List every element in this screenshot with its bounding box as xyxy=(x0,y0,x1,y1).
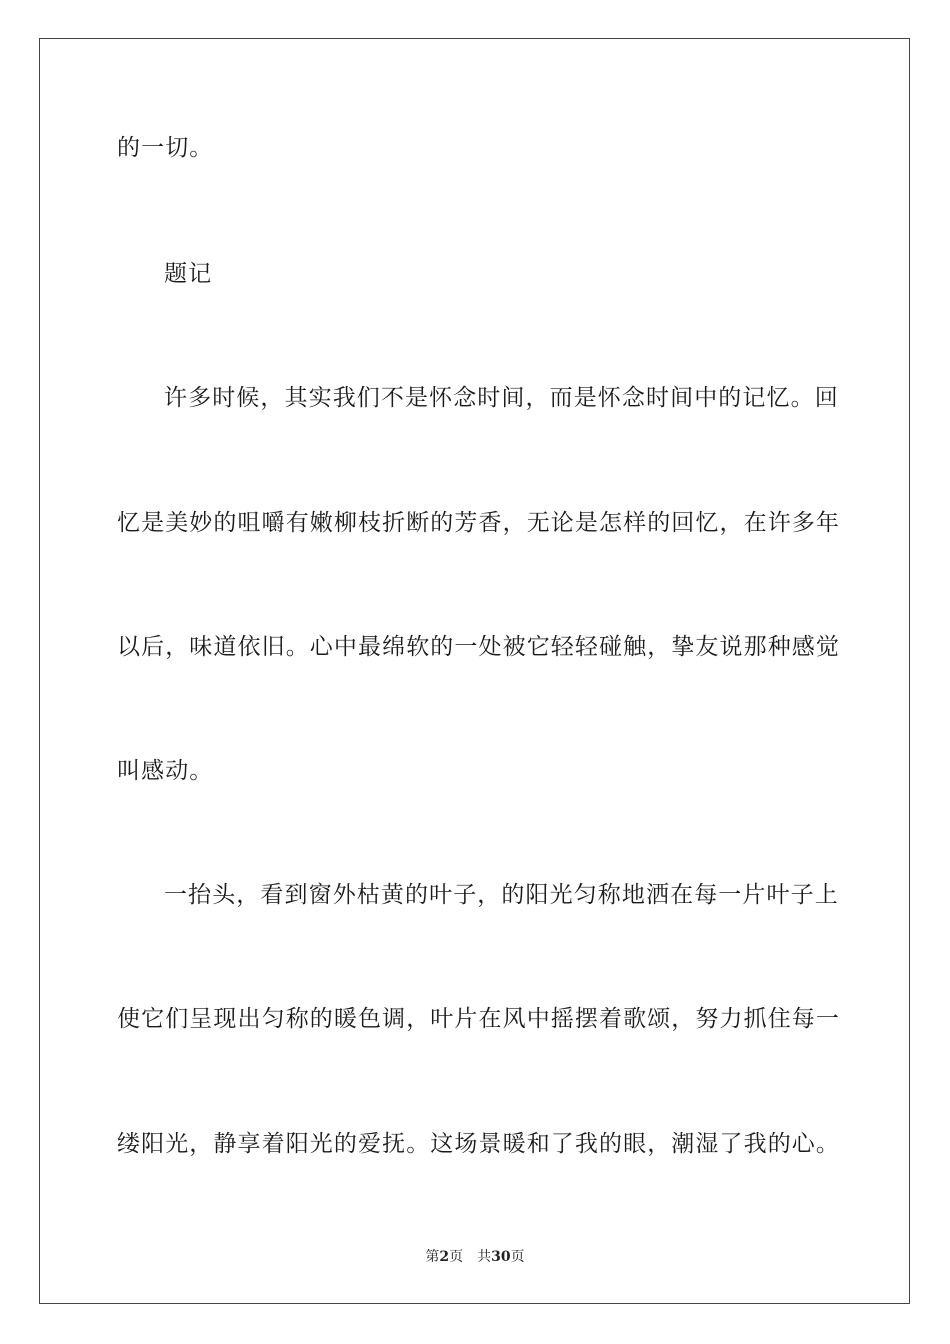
text-line-3: 许多时候，其实我们不是怀念时间，而是怀念时间中的记忆。回 xyxy=(164,385,839,411)
text-line-9: 缕阳光，静享着阳光的爱抚。这场景暖和了我的眼，潮湿了我的心。 xyxy=(117,1131,840,1157)
text-line-4: 忆是美妙的咀嚼有嫩柳枝折断的芳香，无论是怎样的回忆，在许多年 xyxy=(117,510,840,536)
text-line-5: 以后，味道依旧。心中最绵软的一处被它轻轻碰触，挚友说那种感觉 xyxy=(117,634,840,660)
text-line-1: 的一切。 xyxy=(117,135,214,161)
footer-page-prefix: 第 xyxy=(425,1249,440,1265)
footer-page-number: 2 xyxy=(439,1249,450,1265)
page-frame xyxy=(39,38,910,1304)
footer-total-prefix: 共 xyxy=(477,1249,492,1265)
footer-total-suffix: 页 xyxy=(510,1249,525,1265)
text-line-8: 使它们呈现出匀称的暖色调，叶片在风中摇摆着歌颂，努力抓住每一 xyxy=(117,1006,840,1032)
text-line-2-heading: 题记 xyxy=(164,261,213,287)
page-footer xyxy=(0,1248,950,1266)
footer-page-suffix: 页 xyxy=(449,1249,464,1265)
footer-total-number: 30 xyxy=(491,1249,511,1265)
text-line-7: 一抬头，看到窗外枯黄的叶子，的阳光匀称地洒在每一片叶子上 xyxy=(164,882,839,908)
text-line-6: 叫感动。 xyxy=(117,758,214,784)
